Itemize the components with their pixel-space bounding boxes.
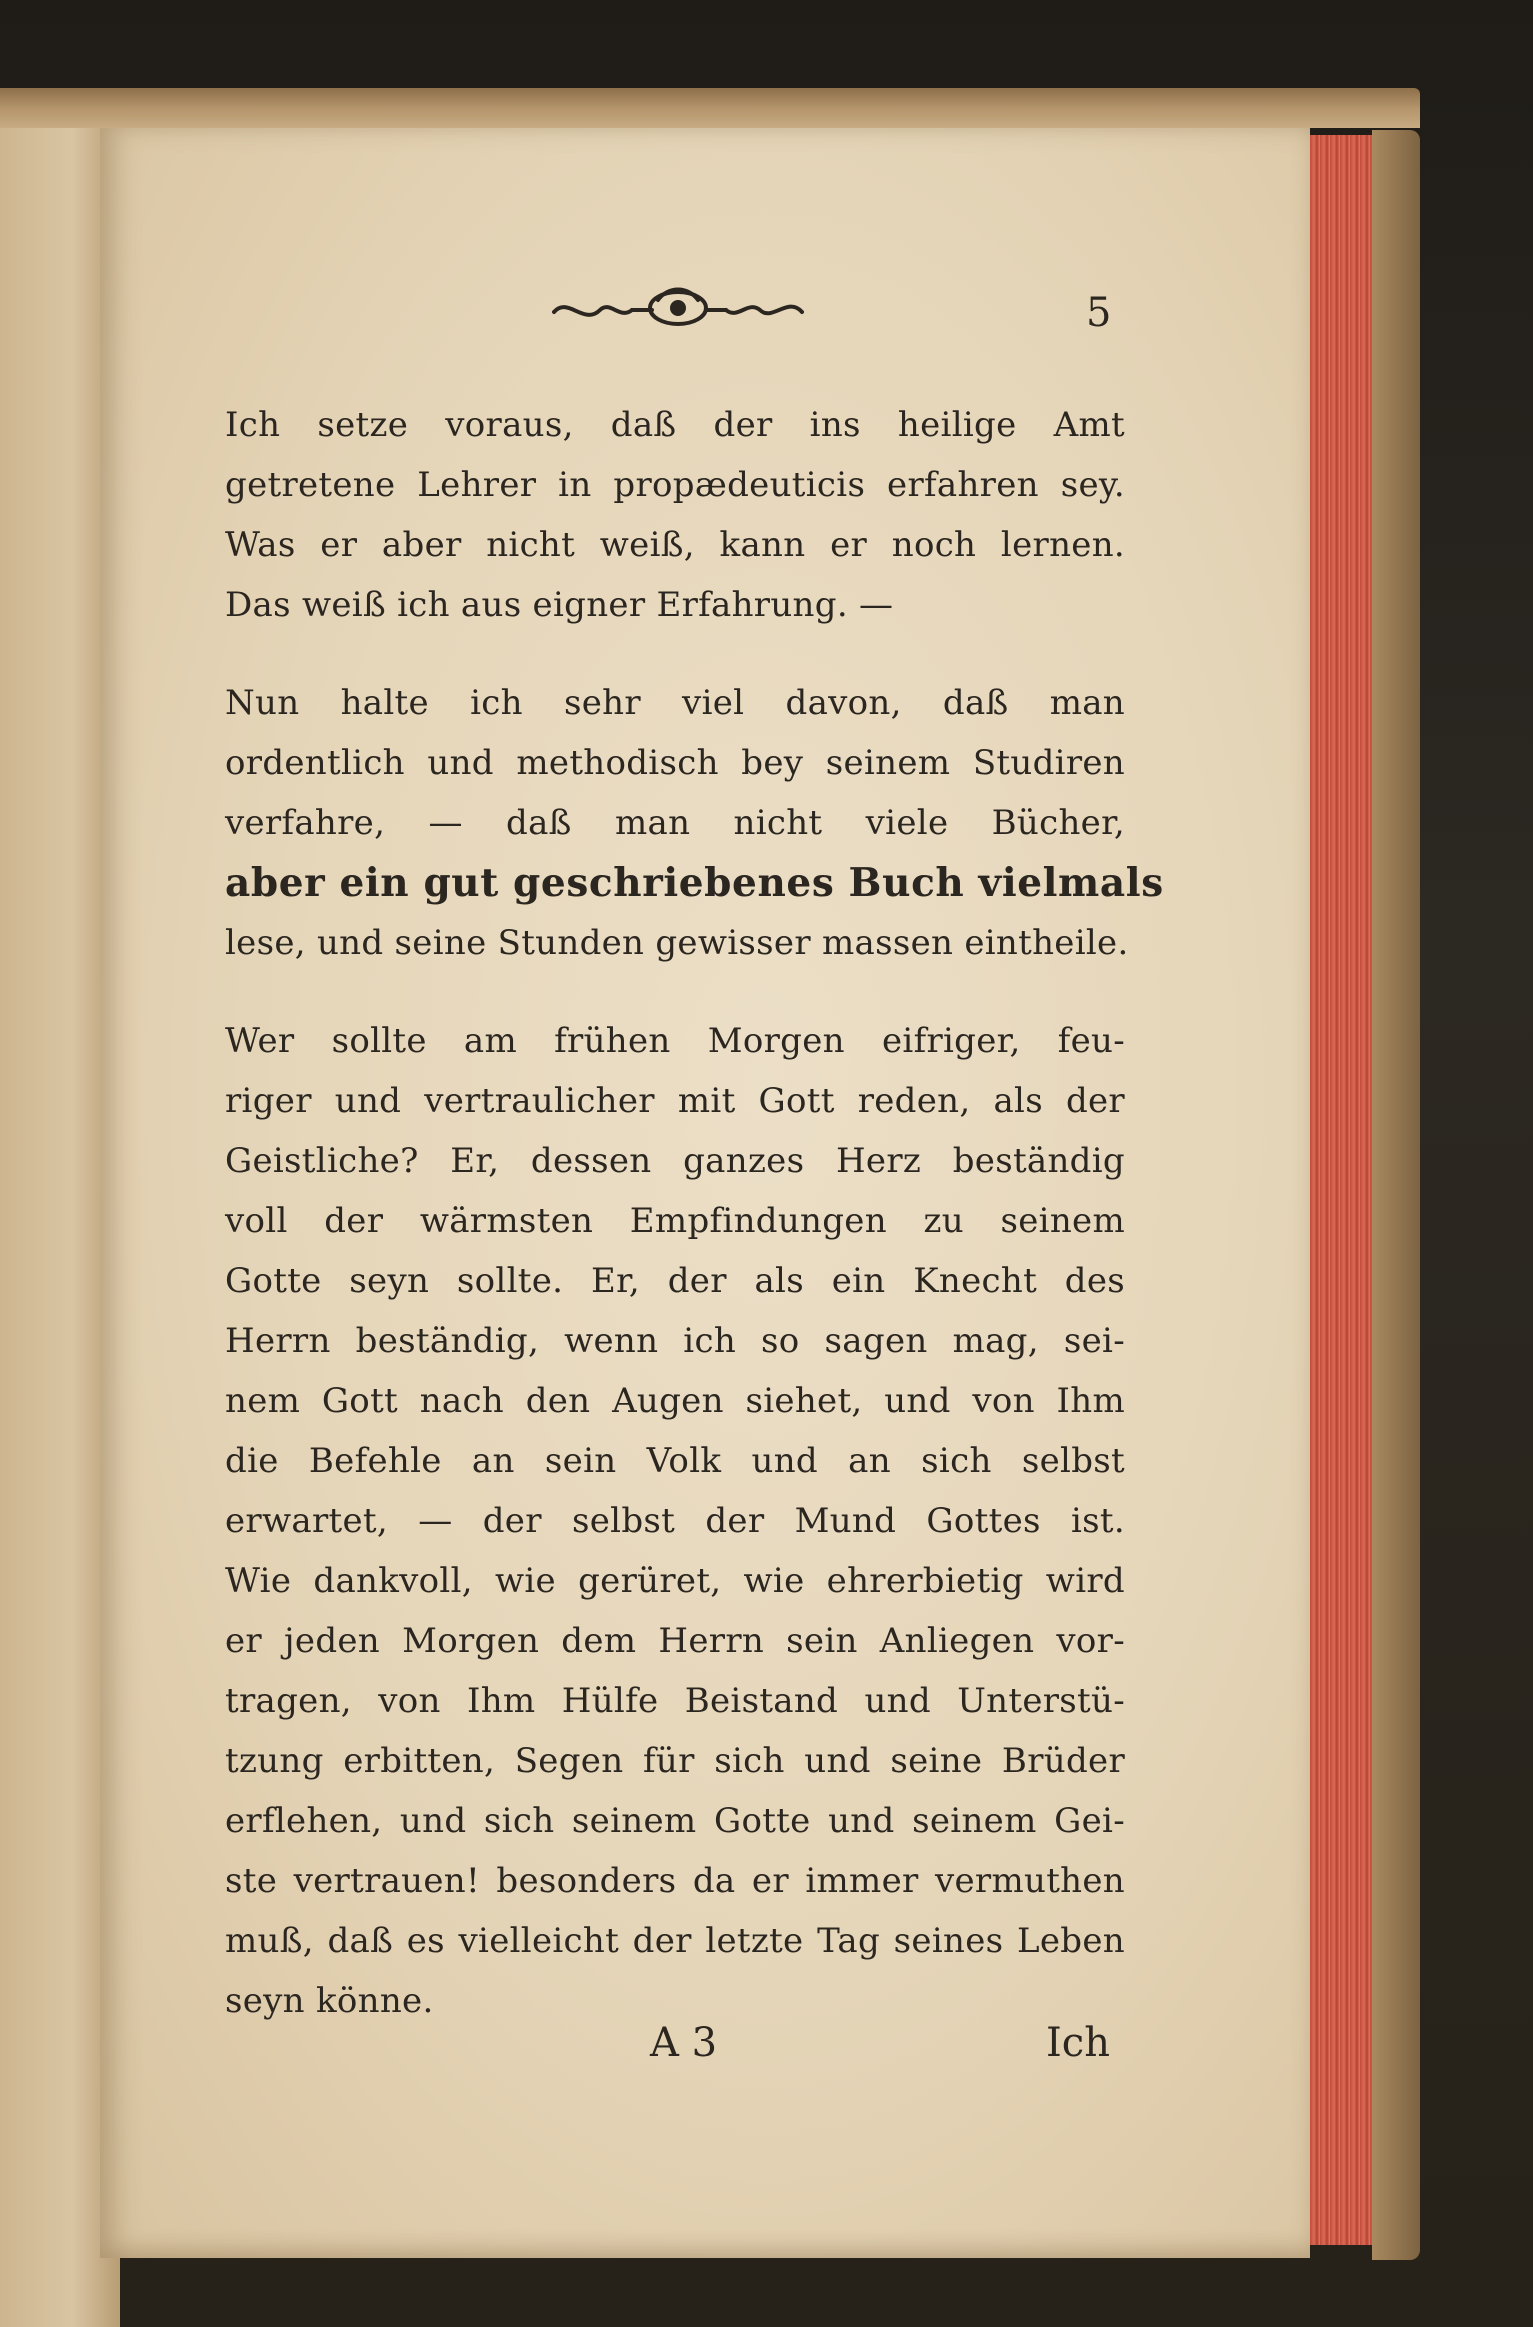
text-line: riger und vertraulicher mit Gott reden, als der [225, 1081, 1125, 1121]
text-line: Nun halte ich sehr viel davon, daß man [225, 683, 1125, 723]
red-page-edges [1310, 135, 1372, 2245]
text-line: ordentlich und methodisch bey seinem Studiren [225, 743, 1125, 783]
text-line: Gotte seyn sollte. Er, der als ein Knecht des [225, 1261, 1125, 1301]
text-line: voll der wärmsten Empfindungen zu seinem [225, 1201, 1125, 1241]
text-line: Geistliche? Er, dessen ganzes Herz beständig [225, 1141, 1125, 1181]
text-line: muß, daß es vielleicht der letzte Tag seines Leben [225, 1921, 1125, 1961]
text-line: seyn könne. [225, 1981, 434, 2021]
text-line: Wie dankvoll, wie gerüret, wie ehrerbietig wird [225, 1561, 1125, 1601]
paragraph [225, 395, 1125, 635]
text-line: tzung erbitten, Segen für sich und seine Brüder [225, 1741, 1125, 1781]
page-number: 5 [1086, 290, 1112, 336]
text-line: getretene Lehrer in propædeuticis erfahren sey. [225, 465, 1125, 505]
text-line: erflehen, und sich seinem Gotte und seinem Gei- [225, 1801, 1125, 1841]
printer-ornament-icon [548, 282, 808, 338]
text-line: Das weiß ich aus eigner Erfahrung. — [225, 585, 894, 625]
text-line: Herrn beständig, wenn ich so sagen mag, sei- [225, 1321, 1125, 1361]
text-line: er jeden Morgen dem Herrn sein Anliegen vor- [225, 1621, 1125, 1661]
catchword: Ich [1046, 2020, 1110, 2066]
text-line: aber ein gut geschriebenes Buch vielmals [225, 860, 1164, 906]
text-line: die Befehle an sein Volk und an sich selbst [225, 1441, 1125, 1481]
paragraph [225, 1011, 1125, 2031]
text-line: verfahre, — daß man nicht viele Bücher, [225, 803, 1125, 843]
text-line: Wer sollte am frühen Morgen eifriger, feu- [225, 1021, 1125, 1061]
text-line: lese, und seine Stunden gewisser massen eintheile. [225, 923, 1129, 963]
paragraph [225, 673, 1164, 973]
paragraph-gap [225, 973, 1125, 1011]
paragraph-gap [225, 635, 1125, 673]
text-line: erwartet, — der selbst der Mund Gottes ist. [225, 1501, 1125, 1541]
text-line: ste vertrauen! besonders da er immer vermuthen [225, 1861, 1125, 1901]
text-line: tragen, von Ihm Hülfe Beistand und Unterstü- [225, 1681, 1125, 1721]
body-text [225, 395, 1164, 2031]
text-line: nem Gott nach den Augen siehet, und von Ihm [225, 1381, 1125, 1421]
signature-mark: A 3 [650, 2020, 718, 2066]
text-line: Was er aber nicht weiß, kann er noch lernen. [225, 525, 1125, 565]
book-top-edge [0, 88, 1420, 128]
text-line: Ich setze voraus, daß der ins heilige Amt [225, 405, 1125, 445]
book-cover-edge [1372, 130, 1420, 2260]
